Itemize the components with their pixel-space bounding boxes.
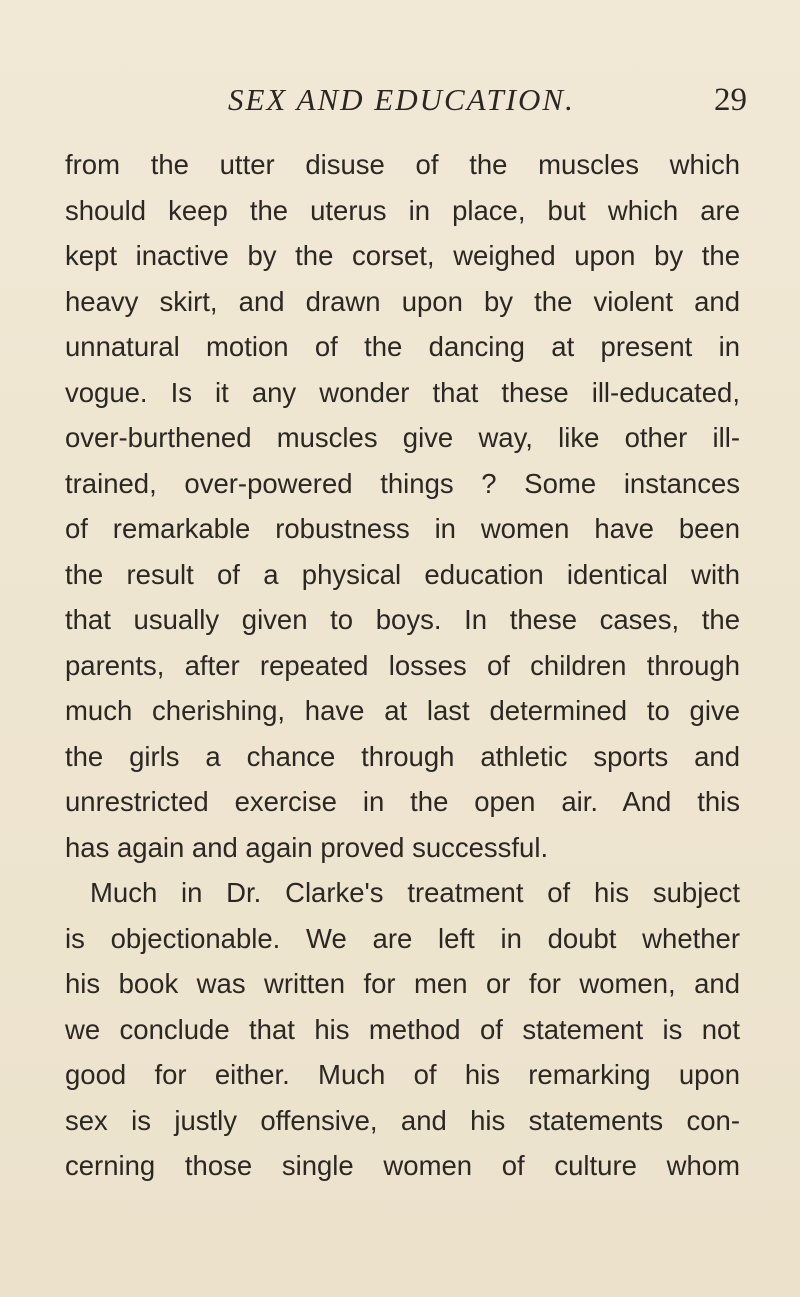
text-line: has again and again proved successful. [65,831,549,863]
text-line: unnatural motion of the dancing at present in [65,331,740,362]
text-line: unrestricted exercise in the open air. And this [65,786,740,817]
text-line: the girls a chance through athletic sports and [65,740,740,772]
text-line: parents, after repeated losses of children through [65,649,740,681]
text-line: is objectionable. We are left in doubt whether [65,922,740,954]
text-line: the result of a physical education identical with [65,558,740,590]
text-line: should keep the uterus in place, but which are [65,194,740,226]
text-line: heavy skirt, and drawn upon by the violent and [65,285,740,317]
running-head [60,78,760,122]
text-line: of remarkable robustness in women have been [65,513,740,544]
text-line: good for either. Much of his remarking upon [65,1059,740,1090]
text-line: his book was written for men or for women, and [65,968,740,999]
text-line: cerning those single women of culture whom [65,1150,740,1181]
text-line: we conclude that his method of statement is not [65,1013,740,1045]
text-line: much cherishing, have at last determined to give [65,695,740,726]
text-line: Much in Dr. Clarke's treatment of his subject [90,877,740,908]
text-line: over-burthened muscles give way, like other ill- [65,422,740,453]
text-line: sex is justly offensive, and his statements con- [65,1104,740,1136]
text-line: from the utter disuse of the muscles which [65,149,740,180]
text-line: trained, over-powered things ? Some instances [65,467,740,499]
text-line: that usually given to boys. In these cases, the [65,604,740,635]
body-text [65,142,740,1189]
text-line: kept inactive by the corset, weighed upon by the [65,240,740,271]
text-line: vogue. Is it any wonder that these ill-educated, [65,376,740,408]
page-number: 29 [714,82,747,118]
running-title: SEX AND EDUCATION. [228,82,575,117]
